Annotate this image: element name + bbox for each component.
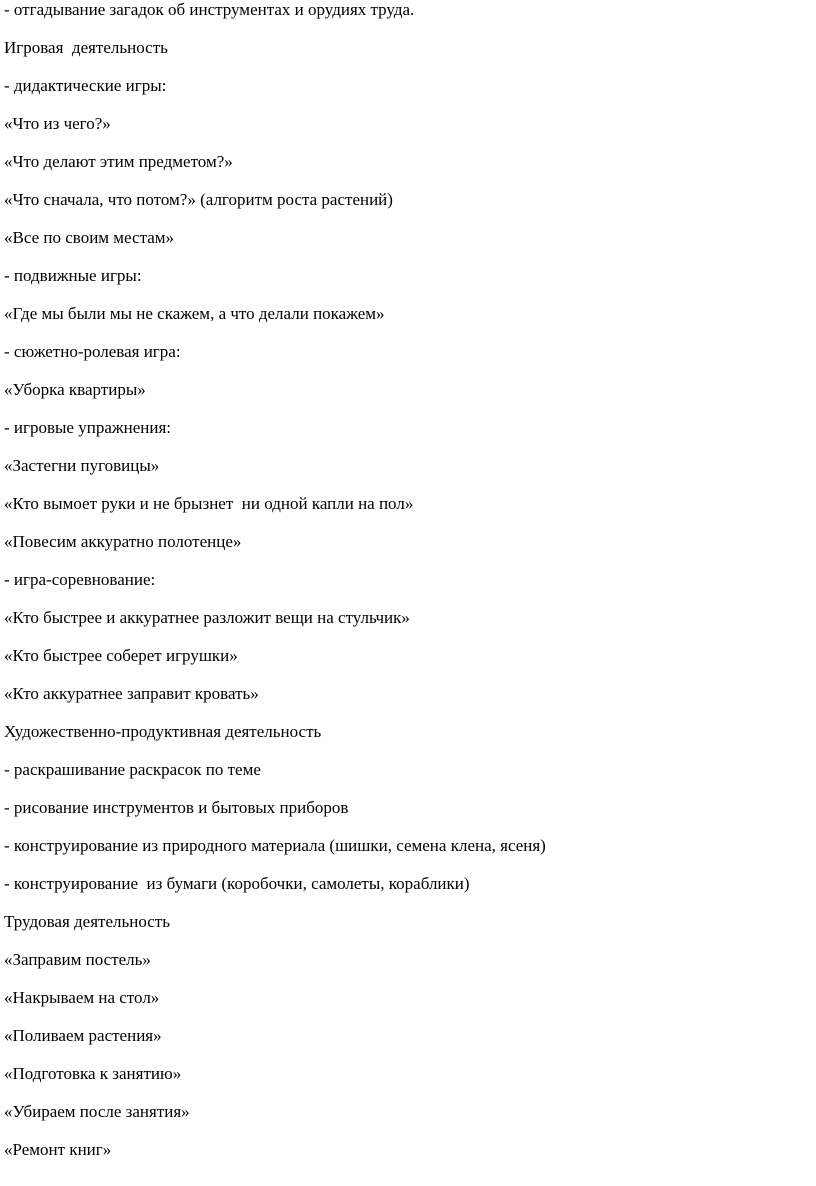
section-heading: Художественно-продуктивная деятельность (4, 722, 322, 741)
text-line: «Все по своим местам» (4, 228, 175, 247)
text-line: - конструирование из бумаги (коробочки, самолеты, кораблики) (4, 874, 470, 893)
text-line: - рисование инструментов и бытовых приборов (4, 798, 349, 817)
text-line: «Убираем после занятия» (4, 1102, 190, 1121)
text-line: «Где мы были мы не скажем, а что делали покажем» (4, 304, 385, 323)
text-line: «Кто быстрее соберет игрушки» (4, 646, 238, 665)
text-line: «Поливаем растения» (4, 1026, 162, 1045)
text-line: «Что сначала, что потом?» (алгоритм роста растений) (4, 190, 393, 209)
text-line: «Кто вымоет руки и не брызнет ни одной капли на пол» (4, 494, 414, 513)
text-line: - игра-соревнование: (4, 570, 156, 589)
text-line: - сюжетно-ролевая игра: (4, 342, 181, 361)
text-line: - раскрашивание раскрасок по теме (4, 760, 261, 779)
text-line: «Уборка квартиры» (4, 380, 146, 399)
text-line: - дидактические игры: (4, 76, 167, 95)
text-line: «Застегни пуговицы» (4, 456, 160, 475)
section-heading: Игровая деятельность (4, 38, 168, 57)
text-line: «Подготовка к занятию» (4, 1064, 182, 1083)
text-line: «Что делают этим предметом?» (4, 152, 233, 171)
text-line: «Накрываем на стол» (4, 988, 160, 1007)
text-line: «Повесим аккуратно полотенце» (4, 532, 242, 551)
text-line: «Кто быстрее и аккуратнее разложит вещи на стульчик» (4, 608, 410, 627)
text-line: - подвижные игры: (4, 266, 142, 285)
text-line: «Ремонт книг» (4, 1140, 112, 1159)
document-lines (4, 0, 546, 1178)
text-line: «Заправим постель» (4, 950, 151, 969)
text-line: - игровые упражнения: (4, 418, 171, 437)
text-line: «Кто аккуратнее заправит кровать» (4, 684, 259, 703)
text-line: - конструирование из природного материала (шишки, семена клена, ясеня) (4, 836, 546, 855)
text-line: - отгадывание загадок об инструментах и орудиях труда. (4, 0, 415, 19)
section-heading: Трудовая деятельность (4, 912, 170, 931)
text-line: «Что из чего?» (4, 114, 111, 133)
